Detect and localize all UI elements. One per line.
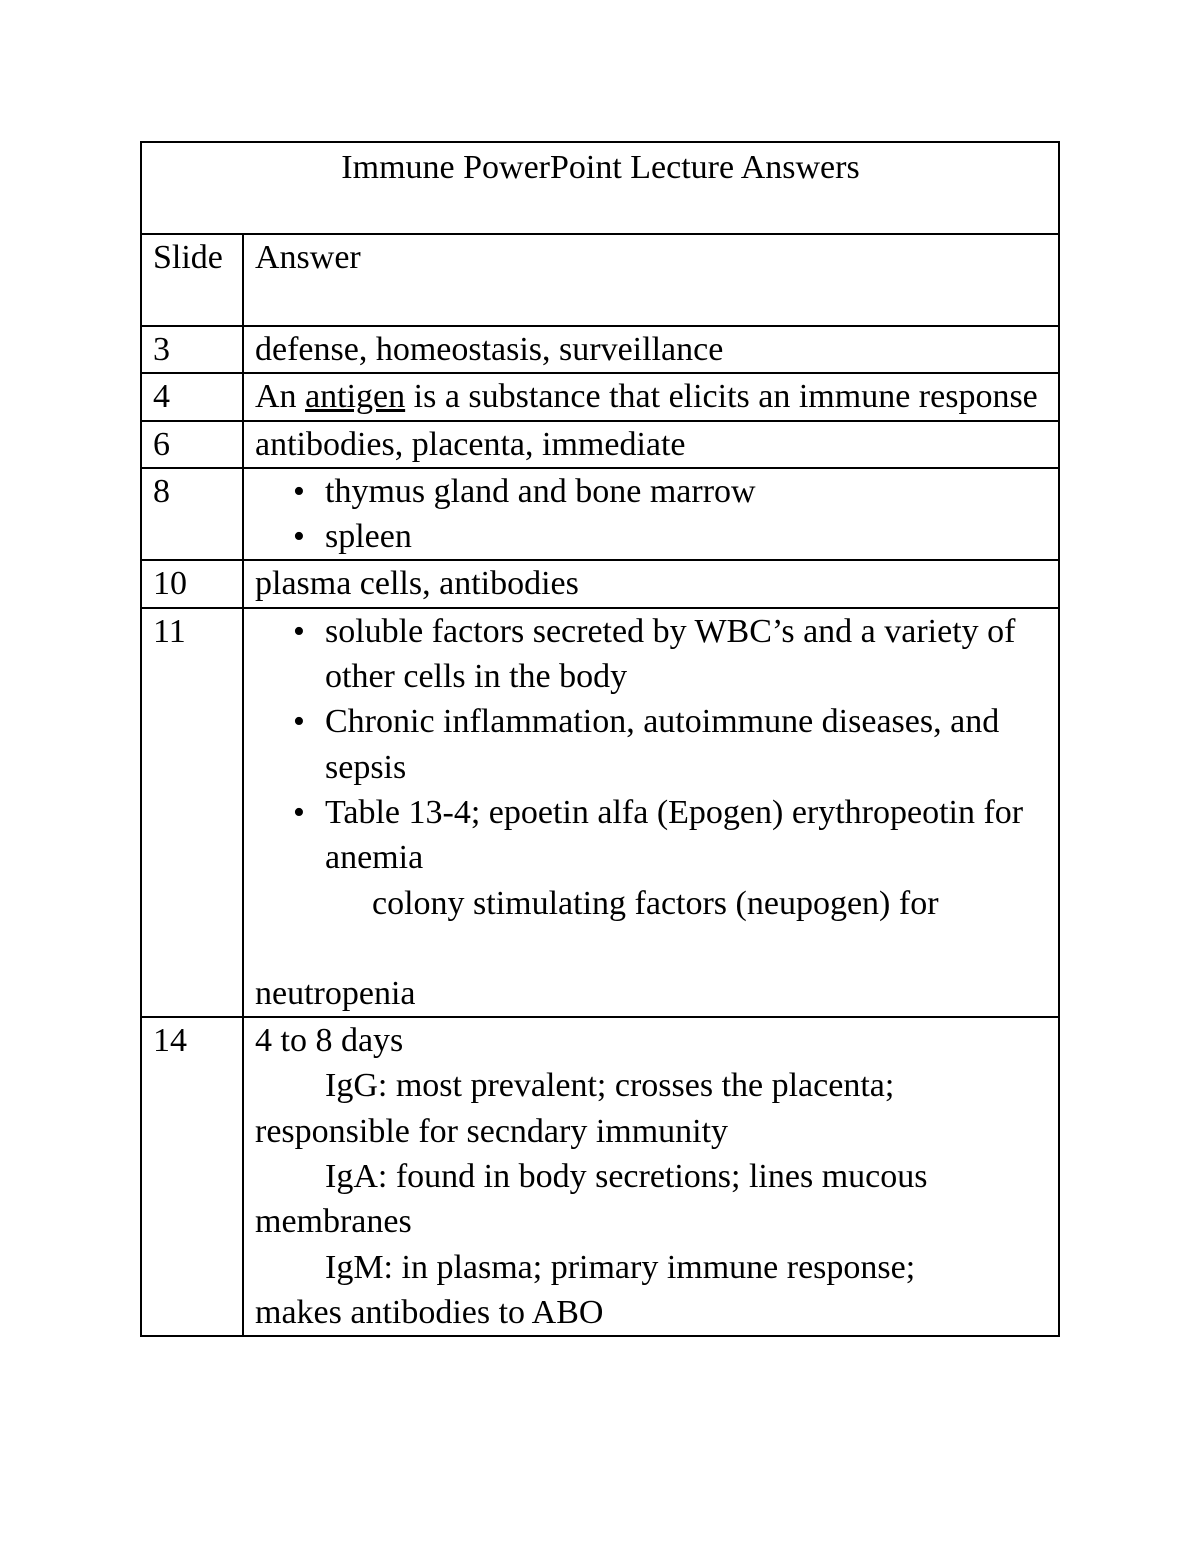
igm-line: IgM: in plasma; primary immune response; [325,1248,916,1286]
list-item-text: spleen [325,518,412,556]
list-item-text: Chronic inflammation, autoimmune diseases, and sepsis [325,703,1000,786]
answer-list [243,468,1059,561]
list-item [255,609,1048,700]
answer-list [243,608,1059,1017]
list-item [255,469,1048,514]
list-item [255,790,1048,881]
header-row [141,234,1059,326]
bullet-icon: • [293,612,305,650]
answer-text: plasma cells, antibodies [243,560,1059,607]
answer-text: antibodies, placenta, immediate [243,421,1059,468]
blank-line [255,926,1048,971]
table-row [141,608,1059,1017]
answers-table [140,141,1060,1337]
slide-number: 4 [141,373,243,420]
continuation-line: colony stimulating factors (neupogen) for [372,884,939,922]
iga-continuation: membranes [255,1203,412,1241]
table-row [141,421,1059,468]
list-item-text: thymus gland and bone marrow [325,472,756,510]
continuation-tail: neutropenia [255,974,416,1012]
table-row [141,373,1059,420]
slide-number: 3 [141,326,243,373]
slide-number: 6 [141,421,243,468]
iga-line: IgA: found in body secretions; lines mucous [325,1158,928,1196]
title-row [141,142,1059,234]
answer-column-header: Answer [243,234,1059,326]
slide-column-header: Slide [141,234,243,326]
bullet-icon: • [293,472,305,510]
answer-text: defense, homeostasis, surveillance [243,326,1059,373]
igg-line: IgG: most prevalent; crosses the placenta; [325,1067,895,1105]
bullet-list [255,469,1048,560]
bullet-icon: • [293,703,305,741]
slide-number: 10 [141,560,243,607]
list-item-text: soluble factors secreted by WBC’s and a variety of other cells in the body [325,612,1016,696]
table-row [141,1017,1059,1336]
list-item-text: Table 13-4; epoetin alfa (Epogen) erythropeotin for anemia [325,793,1024,877]
igm-continuation: makes antibodies to ABO [255,1293,604,1331]
answer-line: 4 to 8 days [255,1022,404,1060]
table-title: Immune PowerPoint Lecture Answers [141,142,1059,234]
answer-post: is a substance that elicits an immune response [405,378,1038,416]
answer-text [243,1017,1059,1336]
bullet-icon: • [293,518,305,556]
list-item [255,699,1048,790]
bullet-list [255,609,1048,881]
underlined-term: antigen [305,378,406,416]
table-row [141,560,1059,607]
igg-continuation: responsible for secndary immunity [255,1112,729,1150]
table-row [141,326,1059,373]
slide-number: 14 [141,1017,243,1336]
bullet-icon: • [293,793,305,831]
list-item [255,514,1048,559]
table-row [141,468,1059,561]
answer-pre: An [255,378,306,416]
slide-number: 8 [141,468,243,561]
answer-text [243,373,1059,420]
slide-number: 11 [141,608,243,1017]
